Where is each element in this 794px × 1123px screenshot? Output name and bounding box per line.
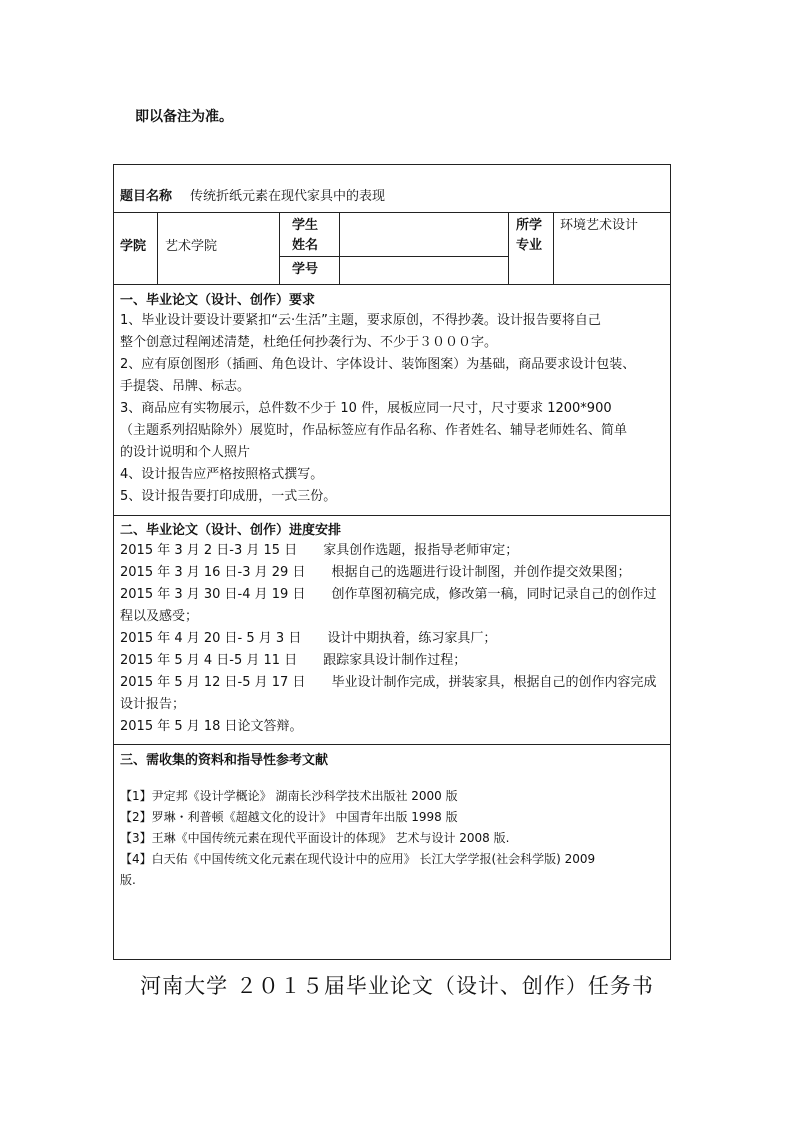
section-schedule — [120, 519, 656, 738]
section-schedule-title: 二、毕业论文（设计、创作）进度安排 — [120, 523, 342, 538]
student-id-label: 学号 — [292, 262, 319, 277]
schedule-line: 2015 年 4 月 20 日- 5 月 3 日 设计中期执着，练习家具厂； — [120, 631, 497, 646]
schedule-line: 2015 年 3 月 2 日-3 月 15 日 家具创作选题，报指导老师审定； — [120, 543, 519, 558]
requirement-line: 2、应有原创图形（插画、角色设计、字体设计、装饰图案）为基础，商品要求设计包装、 — [120, 357, 636, 372]
requirement-line: 4、设计报告应严格按照格式撰写。 — [120, 467, 324, 482]
col-divider-1 — [157, 212, 158, 284]
section-requirements-title: 一、毕业论文（设计、创作）要求 — [120, 293, 316, 308]
schedule-line: 2015 年 3 月 30 日-4 月 19 日 创作草图初稿完成，修改第一稿，同时记录自己的创作过 — [120, 587, 657, 602]
reference-line: 版. — [120, 873, 136, 887]
row-divider-info — [114, 284, 670, 285]
col-divider-3 — [339, 212, 340, 284]
title-value: 传统折纸元素在现代家具中的表现 — [190, 189, 386, 204]
student-name-label-1: 学生 — [292, 218, 319, 233]
schedule-line: 2015 年 5 月 4 日-5 月 11 日 跟踪家具设计制作过程； — [120, 653, 467, 668]
requirement-line: （主题系列招贴除外）展览时，作品标签应有作品名称、作者姓名、辅导老师姓名、简单 — [120, 423, 628, 438]
section-references-title: 三、需收集的资料和指导性参考文献 — [120, 753, 329, 768]
document-footer-title: 河南大学 ２０１５届毕业论文（设计、创作）任务书 — [140, 974, 654, 998]
major-value: 环境艺术设计 — [560, 218, 639, 233]
schedule-line: 2015 年 3 月 16 日-3 月 29 日 根据自己的选题进行设计制图，并创作提交效果图； — [120, 565, 631, 580]
requirement-line: 5、设计报告要打印成册，一式三份。 — [120, 489, 337, 504]
student-name-label-2: 姓名 — [292, 238, 319, 253]
college-label: 学院 — [120, 239, 147, 254]
reference-line: 【1】尹定邦《设计学概论》 湖南长沙科学技术出版社 2000 版 — [120, 789, 458, 803]
title-label: 题目名称 — [120, 189, 173, 204]
requirement-line: 1、毕业设计要设计要紧扣“云·生活”主题，要求原创，不得抄袭。设计报告要将自己 — [120, 313, 601, 328]
note-text: 即以备注为准。 — [135, 109, 233, 125]
section-requirements — [120, 289, 635, 508]
schedule-line: 2015 年 5 月 18 日论文答辩。 — [120, 719, 303, 734]
row-divider-title — [114, 212, 670, 213]
section-references — [120, 749, 595, 891]
requirement-line: 整个创意过程阐述清楚，杜绝任何抄袭行为、不少于３０００字。 — [120, 335, 498, 350]
requirement-line: 的设计说明和个人照片 — [120, 445, 251, 460]
schedule-line: 2015 年 5 月 12 日-5 月 17 日 毕业设计制作完成，拼装家具，根据自己的创作内容完成 — [120, 675, 657, 690]
row-divider-student-id — [279, 256, 508, 257]
reference-line: 【3】王琳《中国传统元素在现代平面设计的体现》 艺术与设计 2008 版. — [120, 831, 510, 845]
requirement-line: 手提袋、吊牌、标志。 — [120, 379, 251, 394]
schedule-line: 程以及感受； — [120, 609, 199, 624]
row-divider-section2 — [114, 744, 670, 745]
major-label-2: 专业 — [516, 238, 543, 253]
row-divider-section1 — [114, 515, 670, 516]
col-divider-4 — [508, 212, 509, 284]
schedule-line: 设计报告； — [120, 697, 186, 712]
task-form-table — [113, 164, 671, 960]
college-value: 艺术学院 — [165, 239, 218, 254]
col-divider-2 — [279, 212, 280, 284]
col-divider-5 — [553, 212, 554, 284]
reference-line: 【4】白天佑《中国传统文化元素在现代设计中的应用》 长江大学学报(社会科学版) 2009 — [120, 852, 596, 866]
major-label-1: 所学 — [516, 218, 543, 233]
reference-line: 【2】罗琳・利普顿《超越文化的设计》 中国青年出版 1998 版 — [120, 810, 458, 824]
requirement-line: 3、商品应有实物展示，总件数不少于 10 件，展板应同一尺寸，尺寸要求 1200*900 — [120, 401, 612, 416]
